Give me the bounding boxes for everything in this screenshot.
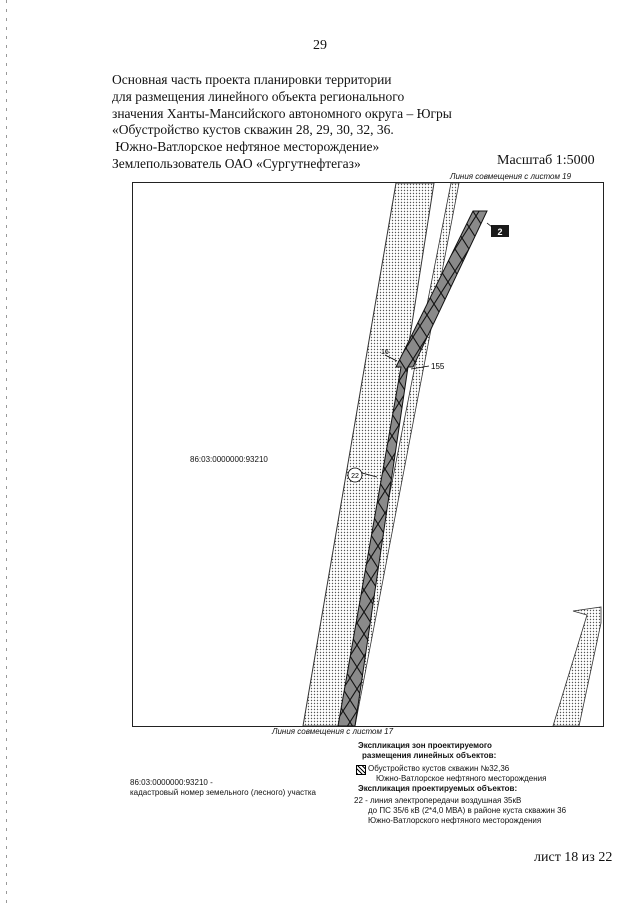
zones-heading-1: Экспликация зон проектируемого [358, 741, 492, 750]
match-line-top: Линия совмещения с листом 19 [450, 172, 572, 181]
zone-item-2: Южно-Ватлорское нефтяного месторождения [376, 774, 547, 783]
header-line: Землепользователь ОАО «Сургутнефтегаз» [112, 155, 361, 171]
zone-label: 2 [497, 227, 503, 237]
zone-swatch-icon [356, 765, 366, 775]
cadastral-caption [130, 778, 355, 798]
object-item-1: 22 - линия электропередачи воздушная 35кВ [354, 796, 522, 805]
cadastral-text: кадастровый номер земельного (лесного) участка [130, 788, 316, 797]
map-scale: Масштаб 1:5000 [497, 153, 595, 168]
zone-legend-row [358, 764, 628, 784]
margin-binding-line [6, 0, 7, 905]
zones-heading-2: размещения линейных объектов: [362, 751, 497, 760]
header-line: Основная часть проекта планировки территории [112, 72, 392, 87]
document-header [112, 72, 452, 173]
zone-item-1: Обустройство кустов скважин №32,36 [368, 764, 510, 773]
header-line: значения Ханты-Мансийского автономного округа – Югры [112, 105, 452, 121]
parcel-id-label: 86:03:0000000:93210 [190, 455, 268, 464]
label-155: 155 [431, 362, 445, 371]
circle-label: 22 [351, 473, 359, 480]
object-item-3: Южно-Ватлорского нефтяного месторождения [368, 816, 542, 825]
page-number: 29 [313, 38, 327, 53]
objects-heading: Экспликация проектируемых объектов: [358, 784, 518, 793]
label-16: 16 [381, 349, 389, 356]
header-line: «Обустройство кустов скважин 28, 29, 30, 32, 36. [112, 122, 394, 138]
match-line-bottom: Линия совмещения с листом 17 [272, 727, 394, 736]
cadastral-number: 86:03:0000000:93210 - [130, 778, 213, 787]
sheet-footer: лист 18 из 22 [534, 850, 613, 865]
dotted-band-right [553, 607, 601, 726]
header-line: Южно-Ватлорское нефтяное месторождение» [112, 139, 380, 155]
header-line: для размещения линейного объекта регионального [112, 88, 405, 104]
object-item-2: до ПС 35/6 кВ (2*4,0 МВА) в районе куста скважин 36 [368, 806, 567, 815]
legend [354, 741, 628, 826]
